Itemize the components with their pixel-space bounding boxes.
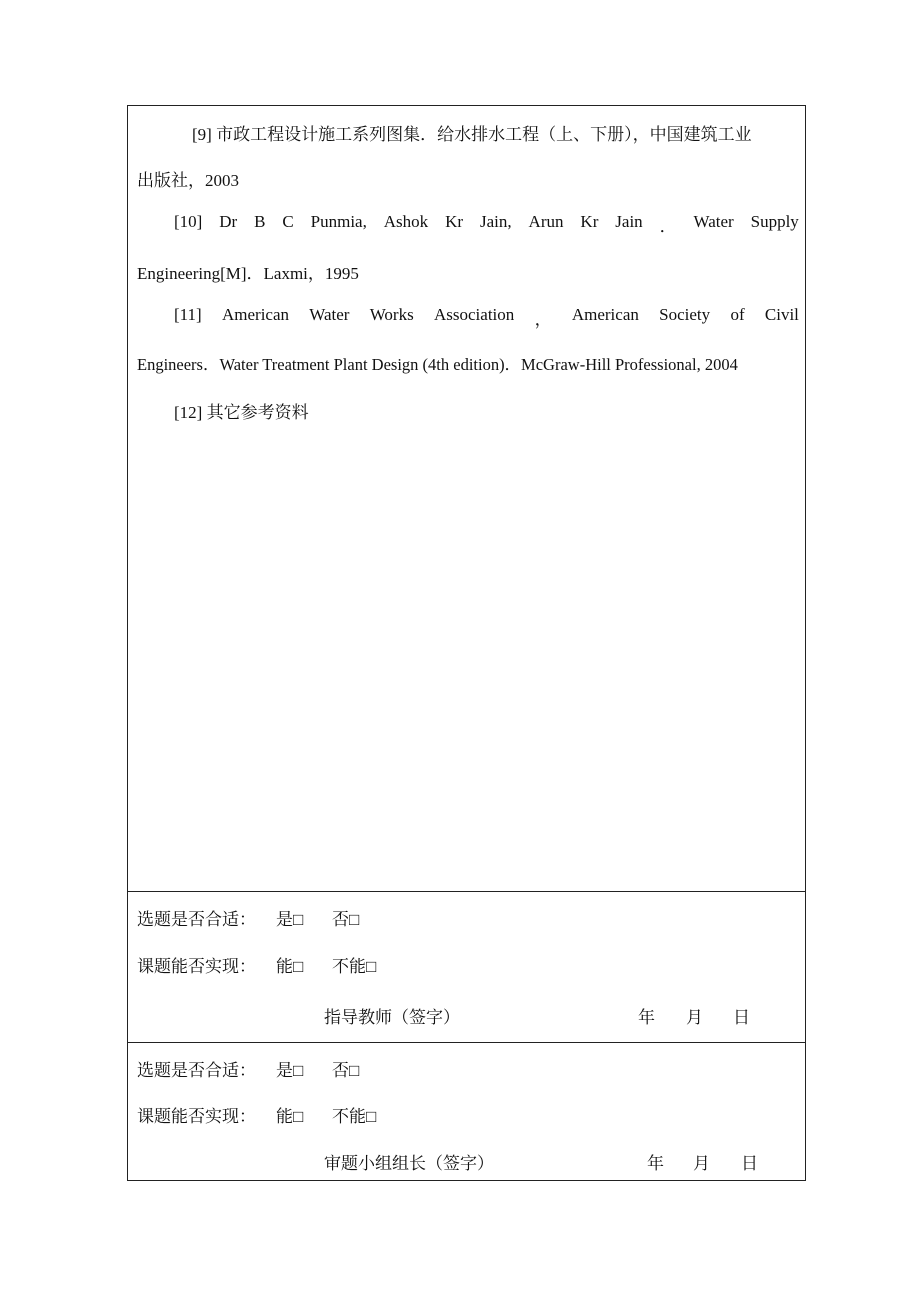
suitability-label: 选题是否合适： xyxy=(137,910,256,929)
ref-word: Jain, xyxy=(479,212,512,231)
reference-9-line1: [9] 市政工程设计施工系列图集．给水排水工程（上、下册），中国建筑工业 xyxy=(192,125,752,144)
ref-word: of xyxy=(730,305,745,324)
references-cell xyxy=(128,106,805,892)
ref-word: C xyxy=(282,212,294,231)
ref-word: Dr xyxy=(219,212,238,231)
ref-word: Society xyxy=(659,305,711,324)
reference-10-line1 xyxy=(174,212,799,237)
suitability-no-checkbox[interactable]: 否□ xyxy=(332,910,360,929)
ref-word: Water xyxy=(693,212,734,231)
ref-word: Civil xyxy=(764,305,799,324)
panel-leader-signature-label: 审题小组组长（签字） xyxy=(324,1154,494,1173)
ref-word: Supply xyxy=(750,212,799,231)
reference-9-line2: 出版社，2003 xyxy=(137,171,239,190)
ref-word: Kr xyxy=(580,212,599,231)
feasibility-yes-checkbox[interactable]: 能□ xyxy=(276,957,304,976)
panel-review-cell xyxy=(128,1043,805,1180)
feasibility-no-checkbox[interactable]: 不能□ xyxy=(332,957,377,976)
month-label: 月 xyxy=(693,1154,710,1173)
feasibility-label: 课题能否实现： xyxy=(137,1107,256,1126)
ref-word: Arun xyxy=(528,212,564,231)
ref-word: [11] xyxy=(174,305,202,324)
reference-12: [12] 其它参考资料 xyxy=(174,403,309,422)
month-label: 月 xyxy=(686,1008,703,1027)
ref-word: Association xyxy=(434,305,515,324)
ref-word: American xyxy=(221,305,290,324)
form-table xyxy=(127,105,806,1181)
ref-word: B xyxy=(254,212,266,231)
ref-word: Jain xyxy=(615,212,643,231)
feasibility-label: 课题能否实现： xyxy=(137,957,256,976)
ref-word: Punmia, xyxy=(310,212,367,231)
advisor-review-cell xyxy=(128,892,805,1043)
suitability-no-checkbox[interactable]: 否□ xyxy=(332,1061,360,1080)
ref-word: [10] xyxy=(174,212,203,231)
ref-word: Water xyxy=(309,305,350,324)
panel-sign-date xyxy=(647,1149,758,1174)
advisor-signature-label: 指导教师（签字） xyxy=(324,1008,460,1027)
ref-word: Kr xyxy=(445,212,464,231)
ref-word: Ashok xyxy=(383,212,429,231)
year-label: 年 xyxy=(638,1008,655,1027)
day-label: 日 xyxy=(733,1008,750,1027)
ref-word: American xyxy=(571,305,639,324)
suitability-label: 选题是否合适： xyxy=(137,1061,256,1080)
ref-word: Works xyxy=(369,305,414,324)
feasibility-no-checkbox[interactable]: 不能□ xyxy=(332,1107,377,1126)
reference-10-line2: Engineering[M]．Laxmi，1995 xyxy=(137,264,359,283)
year-label: 年 xyxy=(647,1154,664,1173)
day-label: 日 xyxy=(741,1154,758,1173)
suitability-yes-checkbox[interactable]: 是□ xyxy=(276,910,304,929)
suitability-yes-checkbox[interactable]: 是□ xyxy=(276,1061,304,1080)
ref-word: ． xyxy=(659,217,677,236)
advisor-sign-date xyxy=(638,1003,750,1028)
reference-11-line2: Engineers．Water Treatment Plant Design (4th edition)．McGraw-Hill Professional, 2004 xyxy=(137,355,738,374)
reference-11-line1 xyxy=(174,305,799,330)
ref-word: ， xyxy=(534,310,552,329)
feasibility-yes-checkbox[interactable]: 能□ xyxy=(276,1107,304,1126)
